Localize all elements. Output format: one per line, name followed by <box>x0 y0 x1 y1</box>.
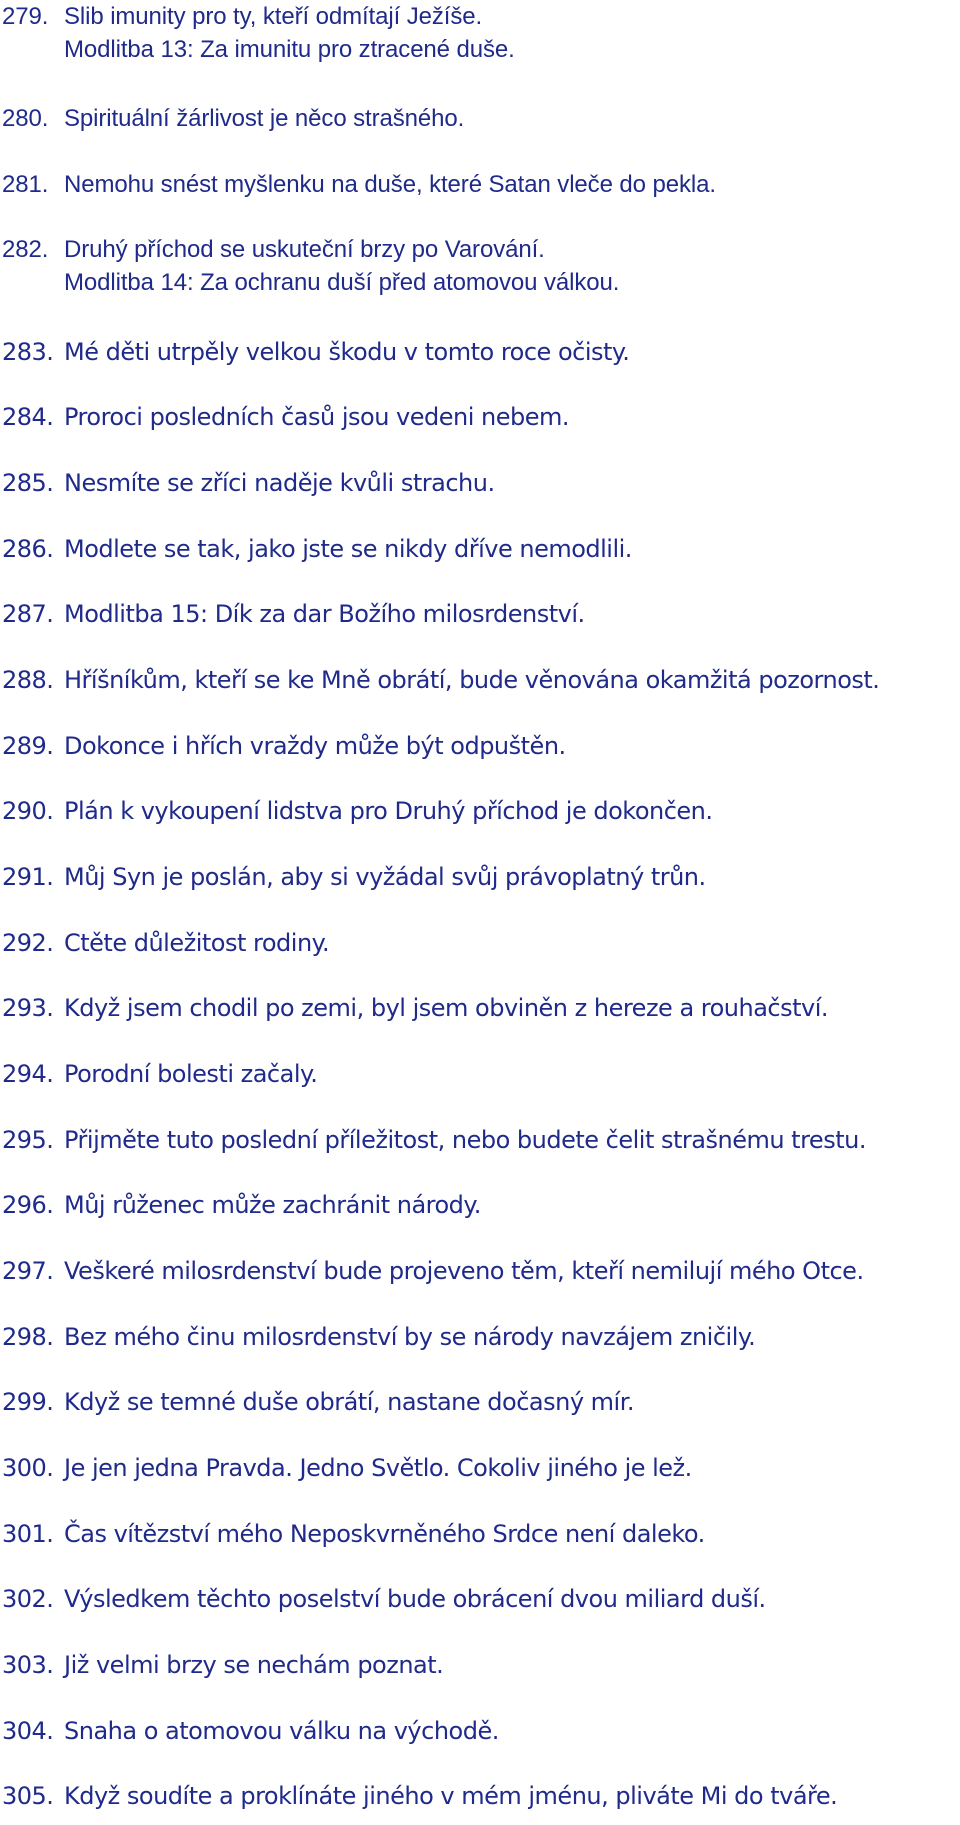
entry-number: 288. <box>2 666 54 694</box>
entry-number: 301. <box>2 1520 54 1548</box>
entry-number: 302. <box>2 1585 54 1613</box>
entry-title: Výsledkem těchto poselství bude obrácení dvou miliard duší. <box>64 1585 766 1613</box>
entry-number: 282. <box>2 236 49 263</box>
entry-number: 285. <box>2 469 54 497</box>
entry-number: 283. <box>2 338 54 366</box>
entry-title: Plán k vykoupení lidstva pro Druhý příchod je dokončen. <box>64 797 713 825</box>
entry-title: Porodní bolesti začaly. <box>64 1060 318 1088</box>
entry-title: Můj růženec může zachránit národy. <box>64 1191 481 1219</box>
entry-title: Když se temné duše obrátí, nastane dočasný mír. <box>64 1388 634 1416</box>
entry-title: Modlitba 15: Dík za dar Božího milosrdenství. <box>64 600 585 628</box>
entry-number: 280. <box>2 105 49 132</box>
entry-subtitle: Modlitba 14: Za ochranu duší před atomovou válkou. <box>64 269 620 296</box>
entry-number: 286. <box>2 535 54 563</box>
entry-number: 296. <box>2 1191 54 1219</box>
entry-title: Je jen jedna Pravda. Jedno Světlo. Cokoliv jiného je lež. <box>64 1454 692 1482</box>
entry-title: Dokonce i hřích vraždy může být odpuštěn. <box>64 732 566 760</box>
entry-number: 289. <box>2 732 54 760</box>
entry-title: Již velmi brzy se nechám poznat. <box>64 1651 444 1679</box>
entry-title: Proroci posledních časů jsou vedeni nebem. <box>64 403 569 431</box>
entry-number: 290. <box>2 797 54 825</box>
entry-title: Čas vítězství mého Neposkvrněného Srdce není daleko. <box>64 1520 705 1548</box>
entry-subtitle: Modlitba 13: Za imunitu pro ztracené duše. <box>64 36 515 63</box>
entry-number: 294. <box>2 1060 54 1088</box>
entry-title: Když jsem chodil po zemi, byl jsem obviněn z hereze a rouhačství. <box>64 994 829 1022</box>
entry-number: 293. <box>2 994 54 1022</box>
entry-title: Spirituální žárlivost je něco strašného. <box>64 105 465 132</box>
entry-title: Když soudíte a proklínáte jiného v mém jménu, pliváte Mi do tváře. <box>64 1782 838 1810</box>
entry-number: 303. <box>2 1651 54 1679</box>
entry-title: Nemohu snést myšlenku na duše, které Satan vleče do pekla. <box>64 171 716 198</box>
entry-number: 304. <box>2 1717 54 1745</box>
entry-title: Můj Syn je poslán, aby si vyžádal svůj právoplatný trůn. <box>64 863 706 891</box>
entry-title: Mé děti utrpěly velkou škodu v tomto roce očisty. <box>64 338 630 366</box>
entry-title: Přijměte tuto poslední příležitost, nebo budete čelit strašnému trestu. <box>64 1126 866 1154</box>
entry-title: Bez mého činu milosrdenství by se národy navzájem zničily. <box>64 1323 756 1351</box>
entry-title: Slib imunity pro ty, kteří odmítají Ježíše. <box>64 3 483 30</box>
entry-title: Druhý příchod se uskuteční brzy po Varování. <box>64 236 545 263</box>
entry-number: 279. <box>2 3 49 30</box>
entry-number: 281. <box>2 171 49 198</box>
entry-number: 298. <box>2 1323 54 1351</box>
entry-number: 305. <box>2 1782 54 1810</box>
entry-title: Veškeré milosrdenství bude projeveno těm, kteří nemilují mého Otce. <box>64 1257 864 1285</box>
entry-number: 300. <box>2 1454 54 1482</box>
entry-number: 291. <box>2 863 54 891</box>
entry-number: 299. <box>2 1388 54 1416</box>
entry-number: 284. <box>2 403 54 431</box>
entry-number: 295. <box>2 1126 54 1154</box>
entry-title: Snaha o atomovou válku na východě. <box>64 1717 499 1745</box>
entry-title: Modlete se tak, jako jste se nikdy dříve nemodlili. <box>64 535 632 563</box>
entry-title: Hříšníkům, kteří se ke Mně obrátí, bude věnována okamžitá pozornost. <box>64 666 880 694</box>
entry-number: 287. <box>2 600 54 628</box>
entry-number: 297. <box>2 1257 54 1285</box>
entry-title: Ctěte důležitost rodiny. <box>64 929 330 957</box>
entry-number: 292. <box>2 929 54 957</box>
entry-title: Nesmíte se zříci naděje kvůli strachu. <box>64 469 495 497</box>
